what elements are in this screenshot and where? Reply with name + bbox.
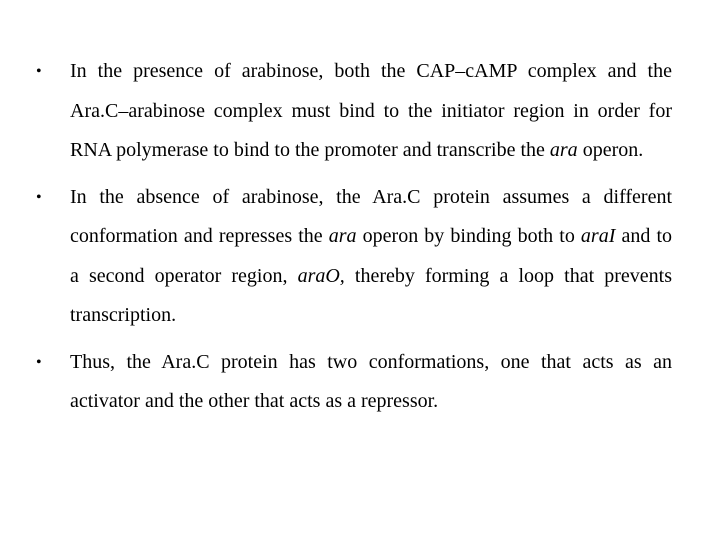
bullet-text-part: In the absence of arabinose, the Ara.C protein assumes a different conformation and represses the [70,185,672,247]
gene-name-ara: ara [549,139,578,161]
gene-name-araI: araI [580,225,616,247]
bullet-item-presence [0,52,720,171]
gene-name-araO: araO, [297,264,345,287]
bullet-text-part: operon by binding both to [356,225,581,247]
bullet-icon: • [36,188,42,206]
bullet-text-part: thereby forming a loop that prevents transcription. [70,264,672,326]
bullet-text-part: Thus, the Ara.C protein has two conformations, one that acts as an activator and the other that acts as a repressor. [70,350,672,412]
bullet-text-part: and to a second operator region, [70,225,673,287]
bullet-icon: • [36,63,42,80]
bullet-item-absence [0,178,720,336]
gene-name-ara: ara [328,225,357,247]
bullet-text-part: operon. [577,139,644,161]
bullet-item-conformations [0,343,720,422]
bullet-list [0,52,720,429]
bullet-text-part: In the presence of arabinose, both the CAP–cAMP complex and the Ara.C–arabinose complex must bind to the initiator region in order for RNA polymerase to bind to the promoter and transcribe the [70,60,672,161]
bullet-icon: • [36,353,42,371]
